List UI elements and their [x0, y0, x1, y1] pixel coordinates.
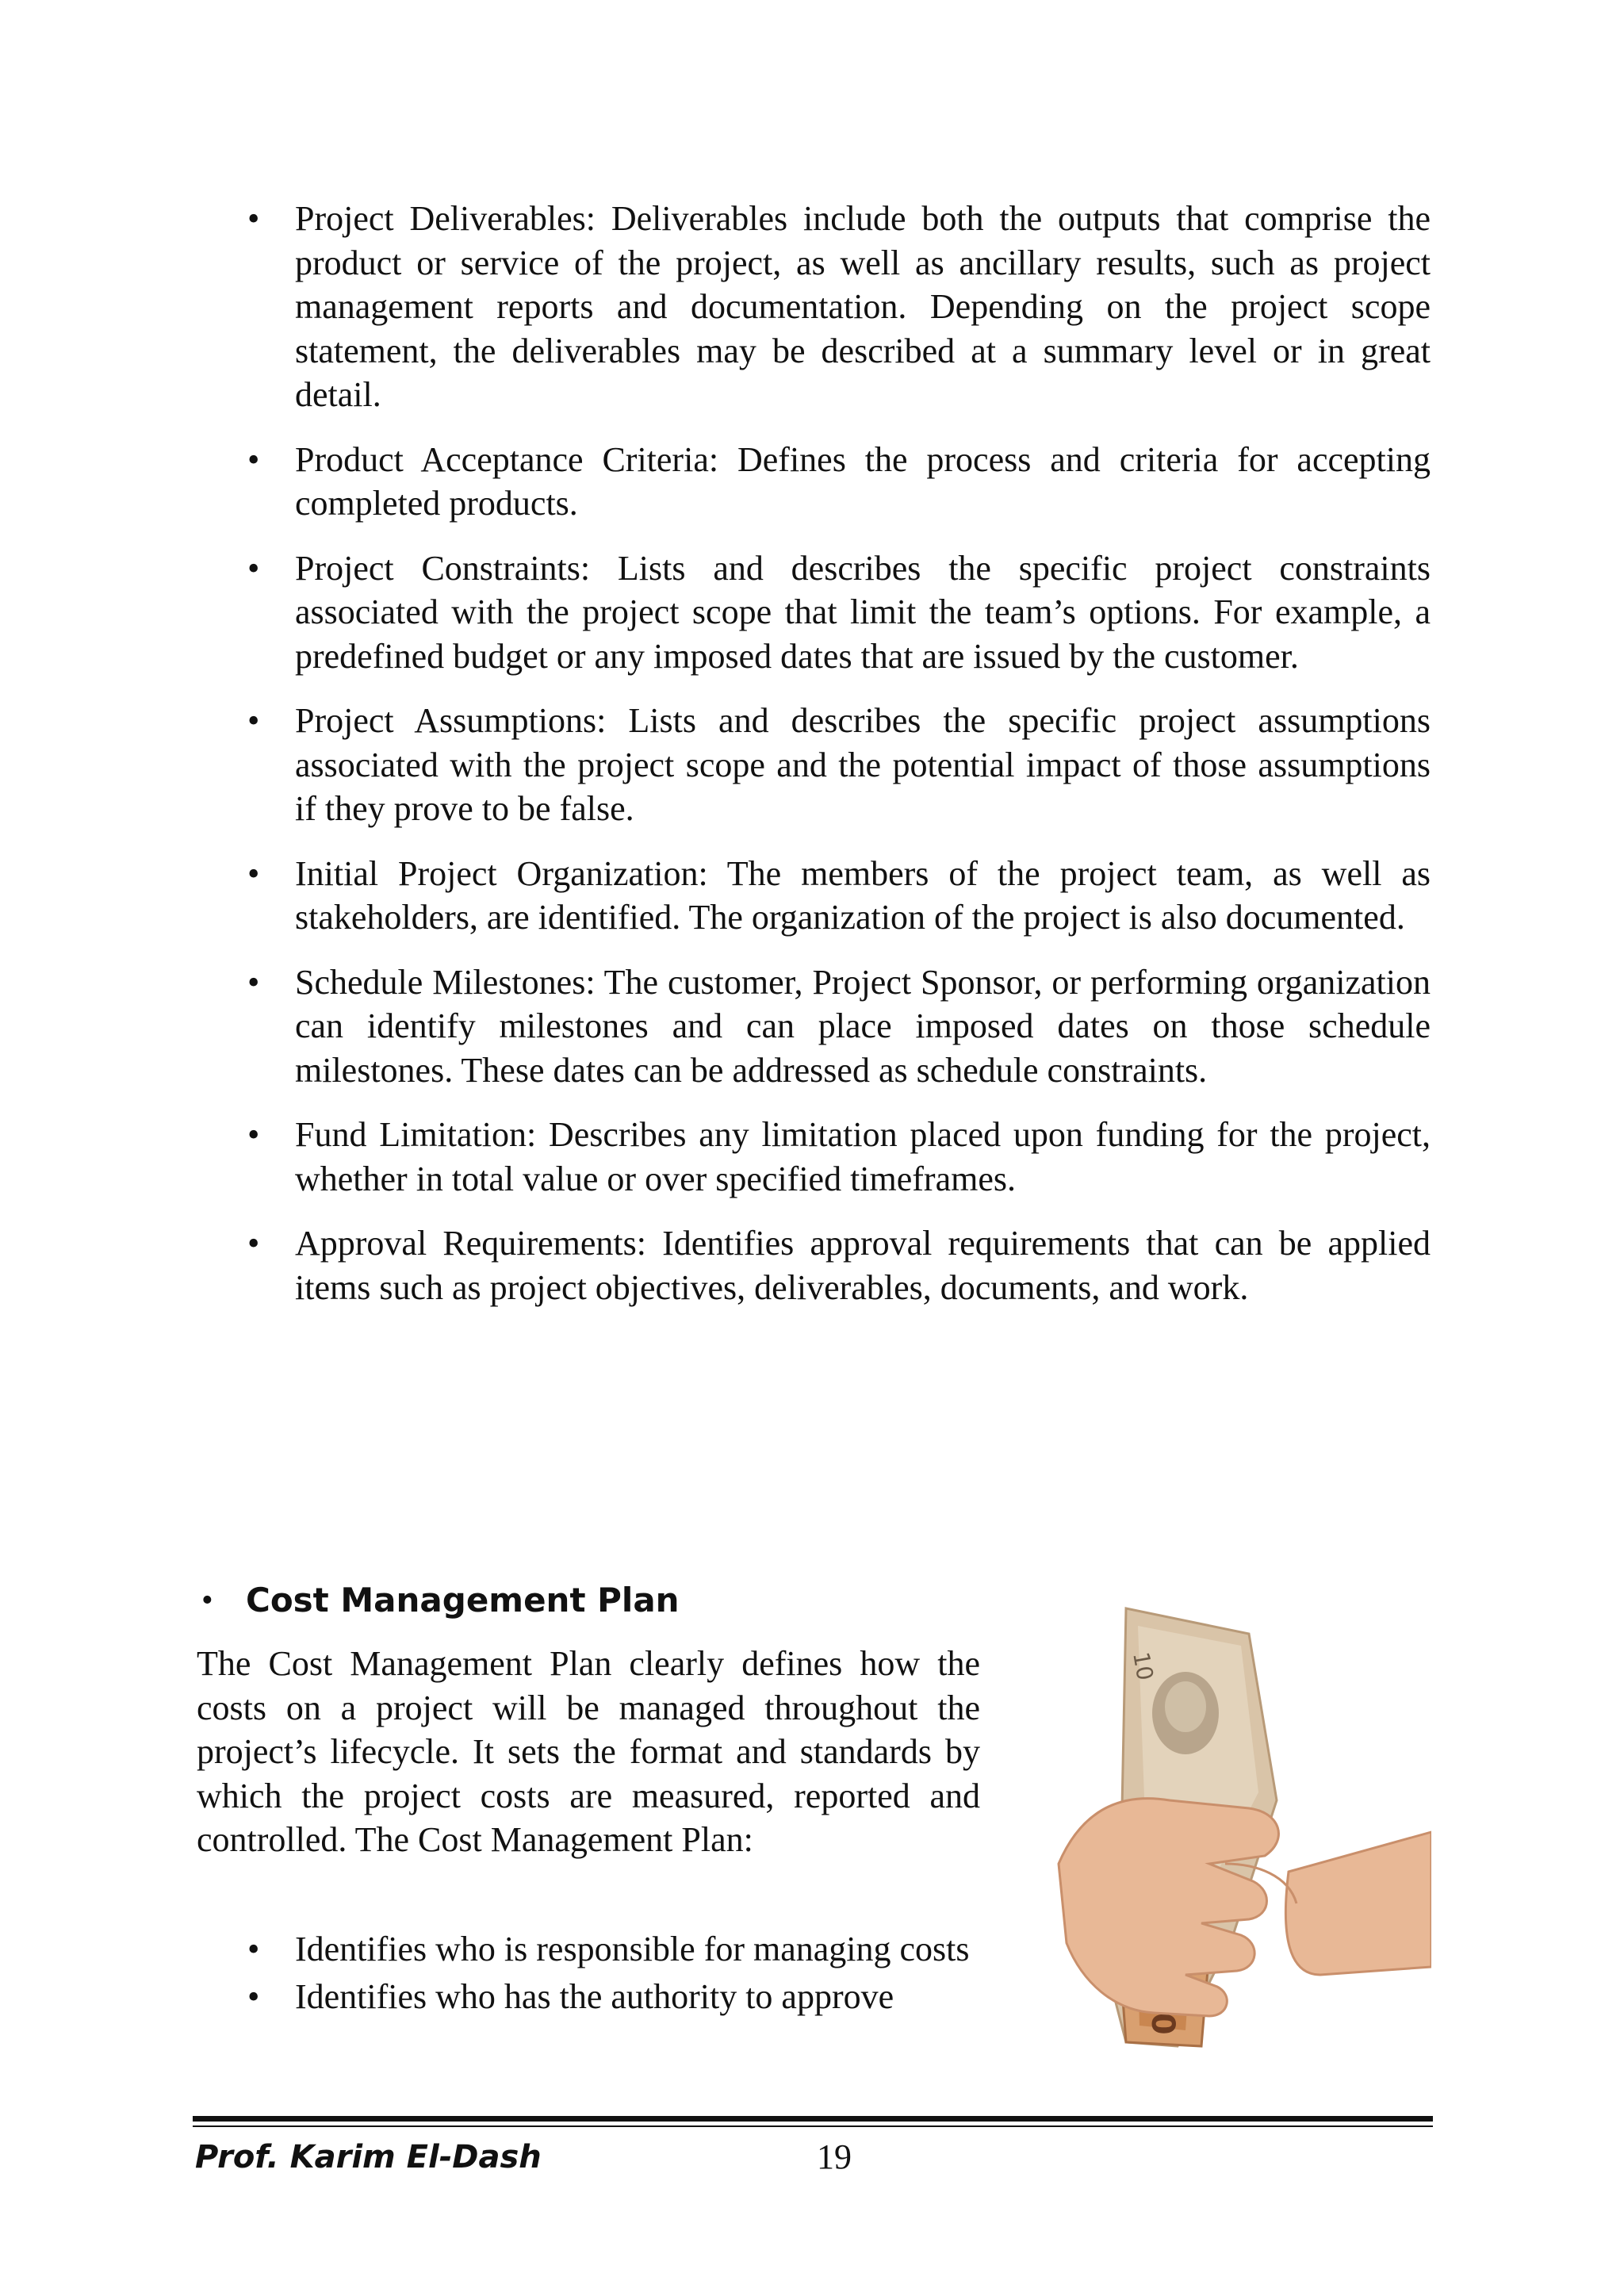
list-item: • Initial Project Organization: The members of the project team, as well as stakeholders, are identified. The organization of the project is also documented.: [238, 852, 1431, 940]
footer-divider: [193, 2116, 1433, 2122]
list-item: • Project Constraints: Lists and describes the specific project constraints associated with the project scope that limit the team’s options. For example, a predefined budget or any imposed dates that are issued by the customer.: [238, 546, 1431, 679]
list-item: • Project Deliverables: Deliverables include both the outputs that comprise the product or service of the project, as well as ancillary results, such as project management reports and documentation. Depending on the project scope statement, the deliverables may be described at a summary level or in great detail.: [238, 197, 1431, 417]
cost-bullet-list: [238, 1927, 980, 2022]
list-item: • Project Assumptions: Lists and describes the specific project assumptions associated with the project scope and the potential impact of those assumptions if they prove to be false.: [238, 699, 1431, 831]
page-number: 19: [817, 2137, 852, 2176]
banknote-illustration: [1051, 1602, 1431, 2062]
list-item: • Approval Requirements: Identifies approval requirements that can be applied items such as project objectives, deliverables, documents, and work.: [238, 1221, 1431, 1309]
list-item: • Product Acceptance Criteria: Defines the process and criteria for accepting completed products.: [238, 438, 1431, 526]
list-item: • Identifies who is responsible for managing costs: [238, 1927, 980, 1972]
list-item: • Schedule Milestones: The customer, Project Sponsor, or performing organization can identify milestones and can place imposed dates on those schedule milestones. These dates can be addressed as schedule constraints.: [238, 960, 1431, 1093]
scope-bullet-list: [238, 197, 1431, 1330]
section-heading: • Cost Management Plan: [198, 1578, 680, 1623]
banknote-value-top: 10: [1128, 1650, 1159, 1683]
footer-divider-thin: [193, 2125, 1433, 2127]
hand-holding-banknotes-icon: [1051, 1602, 1431, 2062]
hand-shape: [1059, 1799, 1431, 2016]
cost-plan-paragraph: The Cost Management Plan clearly defines how the costs on a project will be managed throughout the project’s lifecycle. It sets the format and standards by which the project costs are measured, reported and controlled. The Cost Management Plan:: [197, 1644, 980, 1859]
list-item: • Fund Limitation: Describes any limitation placed upon funding for the project, whether in total value or over specified timeframes.: [238, 1113, 1431, 1201]
list-item: • Identifies who has the authority to approve: [238, 1975, 980, 2019]
footer-author: Prof. Karim El-Dash: [195, 2139, 542, 2175]
